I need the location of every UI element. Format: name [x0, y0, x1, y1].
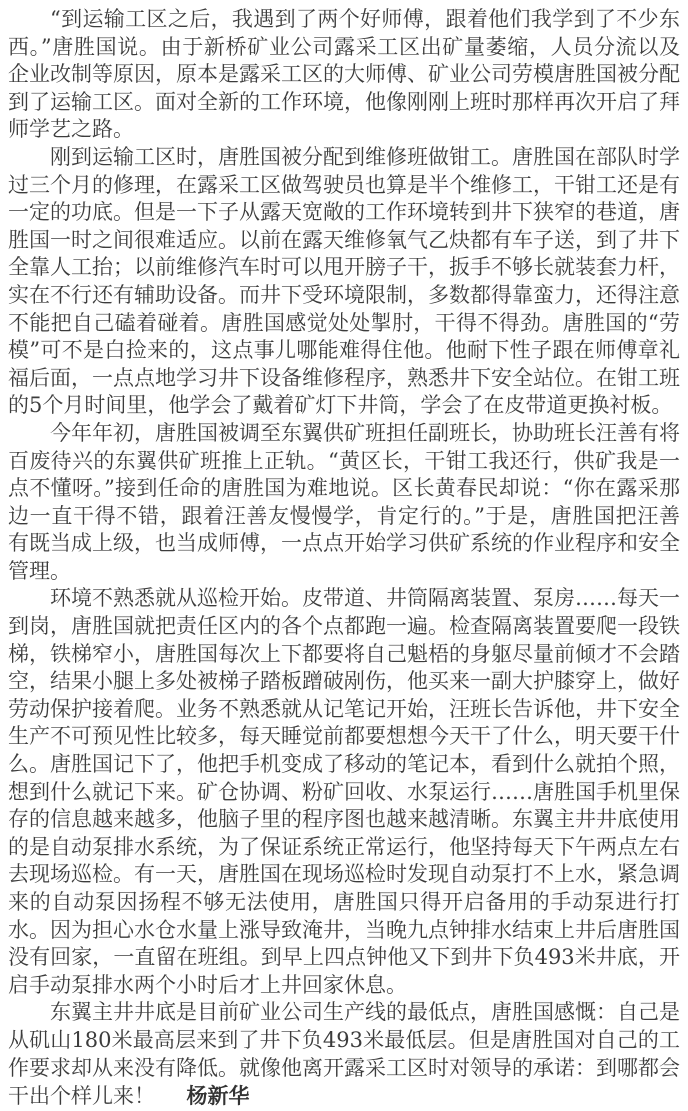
author-name: 杨新华 — [186, 1083, 250, 1109]
paragraph-5 — [8, 999, 680, 1110]
paragraph-1: “到运输工区之后，我遇到了两个好师傅，跟着他们我学到了不少东西。”唐胜国说。由于新桥矿业公司露采工区出矿量萎缩，人员分流以及企业改制等原因，原本是露采工区的大师傅、矿业公司劳模唐胜国被分配到了运输工区。面对全新的工作环境，他像刚刚上班时那样再次开启了拜师学艺之路。 — [8, 7, 680, 142]
paragraph-5-text: 东翼主井井底是目前矿业公司生产线的最低点，唐胜国感慨：自己是从矶山180米最高层来到了井下负493米最低层。但是唐胜国对自己的工作要求却从来没有降低。就像他离开露采工区时对领导的承诺：到哪都会干出个样儿来！ — [8, 1000, 680, 1109]
paragraph-2: 刚到运输工区时，唐胜国被分配到维修班做钳工。唐胜国在部队时学过三个月的修理，在露采工区做驾驶员也算是半个维修工，干钳工还是有一定的功底。但是一下子从露天宽敞的工作环境转到井下狭窄的巷道，唐胜国一时之间很难适应。以前在露天维修氧气乙炔都有车子送，到了井下全靠人工抬；以前维修汽车时可以甩开膀子干，扳手不够长就装套力杆，实在不行还有辅助设备。而井下受环境限制，多数都得靠蛮力，还得注意不能把自己磕着碰着。唐胜国感觉处处掣肘，干得不得劲。唐胜国的“劳模”可不是白捡来的，这点事儿哪能难得住他。他耐下性子跟在师傅章礼福后面，一点点地学习井下设备维修程序，熟悉井下安全站位。在钳工班的5个月时间里，他学会了戴着矿灯下井筒，学会了在皮带道更换衬板。 — [8, 144, 680, 418]
article-body — [8, 6, 680, 1111]
paragraph-3: 今年年初，唐胜国被调至东翼供矿班担任副班长，协助班长汪善有将百废待兴的东翼供矿班推上正轨。“黄区长，干钳工我还行，供矿我是一点不懂呀。”接到任命的唐胜国为难地说。区长黄春民却说：“你在露采那边一直干得不错，跟着汪善友慢慢学，肯定行的。”于是，唐胜国把汪善有既当成上级，也当成师傅，一点点开始学习供矿系统的作业程序和安全管理。 — [8, 420, 680, 583]
paragraph-4: 环境不熟悉就从巡检开始。皮带道、井筒隔离装置、泵房……每天一到岗，唐胜国就把责任区内的各个点都跑一遍。检查隔离装置要爬一段铁梯，铁梯窄小，唐胜国每次上下都要将自己魁梧的身躯尽量前倾才不会踏空，结果小腿上多处被梯子踏板蹭破剐伤，他买来一副大护膝穿上，做好劳动保护接着爬。业务不熟悉就从记笔记开始，汪班长告诉他，井下安全生产不可预见性比较多，每天睡觉前都要想想今天干了什么，明天要干什么。唐胜国记下了，他把手机变成了移动的笔记本，看到什么就拍个照，想到什么就记下来。矿仓协调、粉矿回收、水泵运行……唐胜国手机里保存的信息越来越多，他脑子里的程序图也越来越清晰。东翼主井井底使用的是自动泵排水系统，为了保证系统正常运行，他坚持每天下午两点左右去现场巡检。有一天，唐胜国在现场巡检时发现自动泵打不上水，紧急调来的自动泵因扬程不够无法使用，唐胜国只得开启备用的手动泵进行打水。因为担心水仓水量上涨导致淹井，当晚九点钟排水结束上井后唐胜国没有回家，一直留在班组。到早上四点钟他又下到井下负493米井底，开启手动泵排水两个小时后才上井回家休息。 — [8, 586, 680, 997]
